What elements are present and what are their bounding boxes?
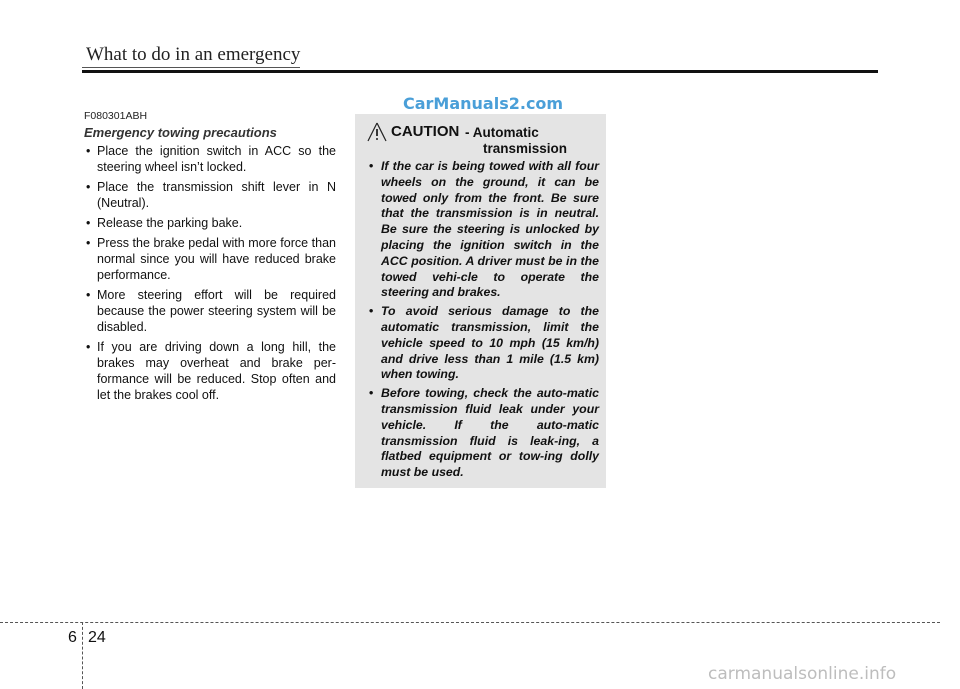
list-item: • Press the brake pedal with more force than normal since you will have reduced brake performance.	[84, 235, 336, 283]
caution-list	[367, 159, 599, 484]
caution-item: • If the car is being towed with all four wheels on the ground, it can be towed only from the front. Be sure that the transmission is in neutral. Be sure the steering is unlocked by placing the ignition switch in the ACC position. A driver must be in the towed vehi-cle to operate the steering and brakes.	[367, 159, 599, 301]
caution-item: • Before towing, check the auto-matic transmission fluid leak under your vehicle. If the auto-matic transmission fluid is leak-ing, a flatbed equipment or tow-ing dolly must be used.	[367, 386, 599, 481]
footer-rule	[0, 622, 940, 623]
precautions-list	[84, 143, 336, 407]
page-header-title: What to do in an emergency	[86, 44, 301, 65]
caution-label: CAUTION	[391, 123, 460, 140]
list-item: • Release the parking bake.	[84, 215, 336, 231]
watermark[interactable]: CarManuals2.com	[403, 94, 564, 113]
section-code: F080301ABH	[84, 110, 148, 122]
caution-subtitle: - Automatic	[465, 125, 539, 140]
footer-site-watermark[interactable]: carmanualsonline.info	[708, 664, 897, 684]
header-rule	[82, 70, 878, 73]
list-item: • More steering effort will be required because the power steering system will be disabled.	[84, 287, 336, 335]
list-item: • If you are driving down a long hill, the brakes may overheat and brake per-formance will be reduced. Stop often and let the brakes cool off.	[84, 339, 336, 403]
list-item: • Place the ignition switch in ACC so the steering wheel isn’t locked.	[84, 143, 336, 175]
caution-item: • To avoid serious damage to the automatic transmission, limit the vehicle speed to 10 mph (15 km/h) and drive less than 1 mile (1.5 km) when towing.	[367, 304, 599, 383]
footer-divider	[82, 622, 83, 689]
section-heading: Emergency towing precautions	[84, 125, 277, 140]
warning-triangle-icon	[365, 121, 389, 143]
list-item: • Place the transmission shift lever in N (Neutral).	[84, 179, 336, 211]
header-thin-rule	[82, 67, 300, 68]
page-number: 24	[88, 629, 106, 646]
caution-box	[355, 114, 606, 488]
chapter-number: 6	[68, 629, 77, 646]
caution-subtitle-line2: transmission	[483, 141, 568, 156]
